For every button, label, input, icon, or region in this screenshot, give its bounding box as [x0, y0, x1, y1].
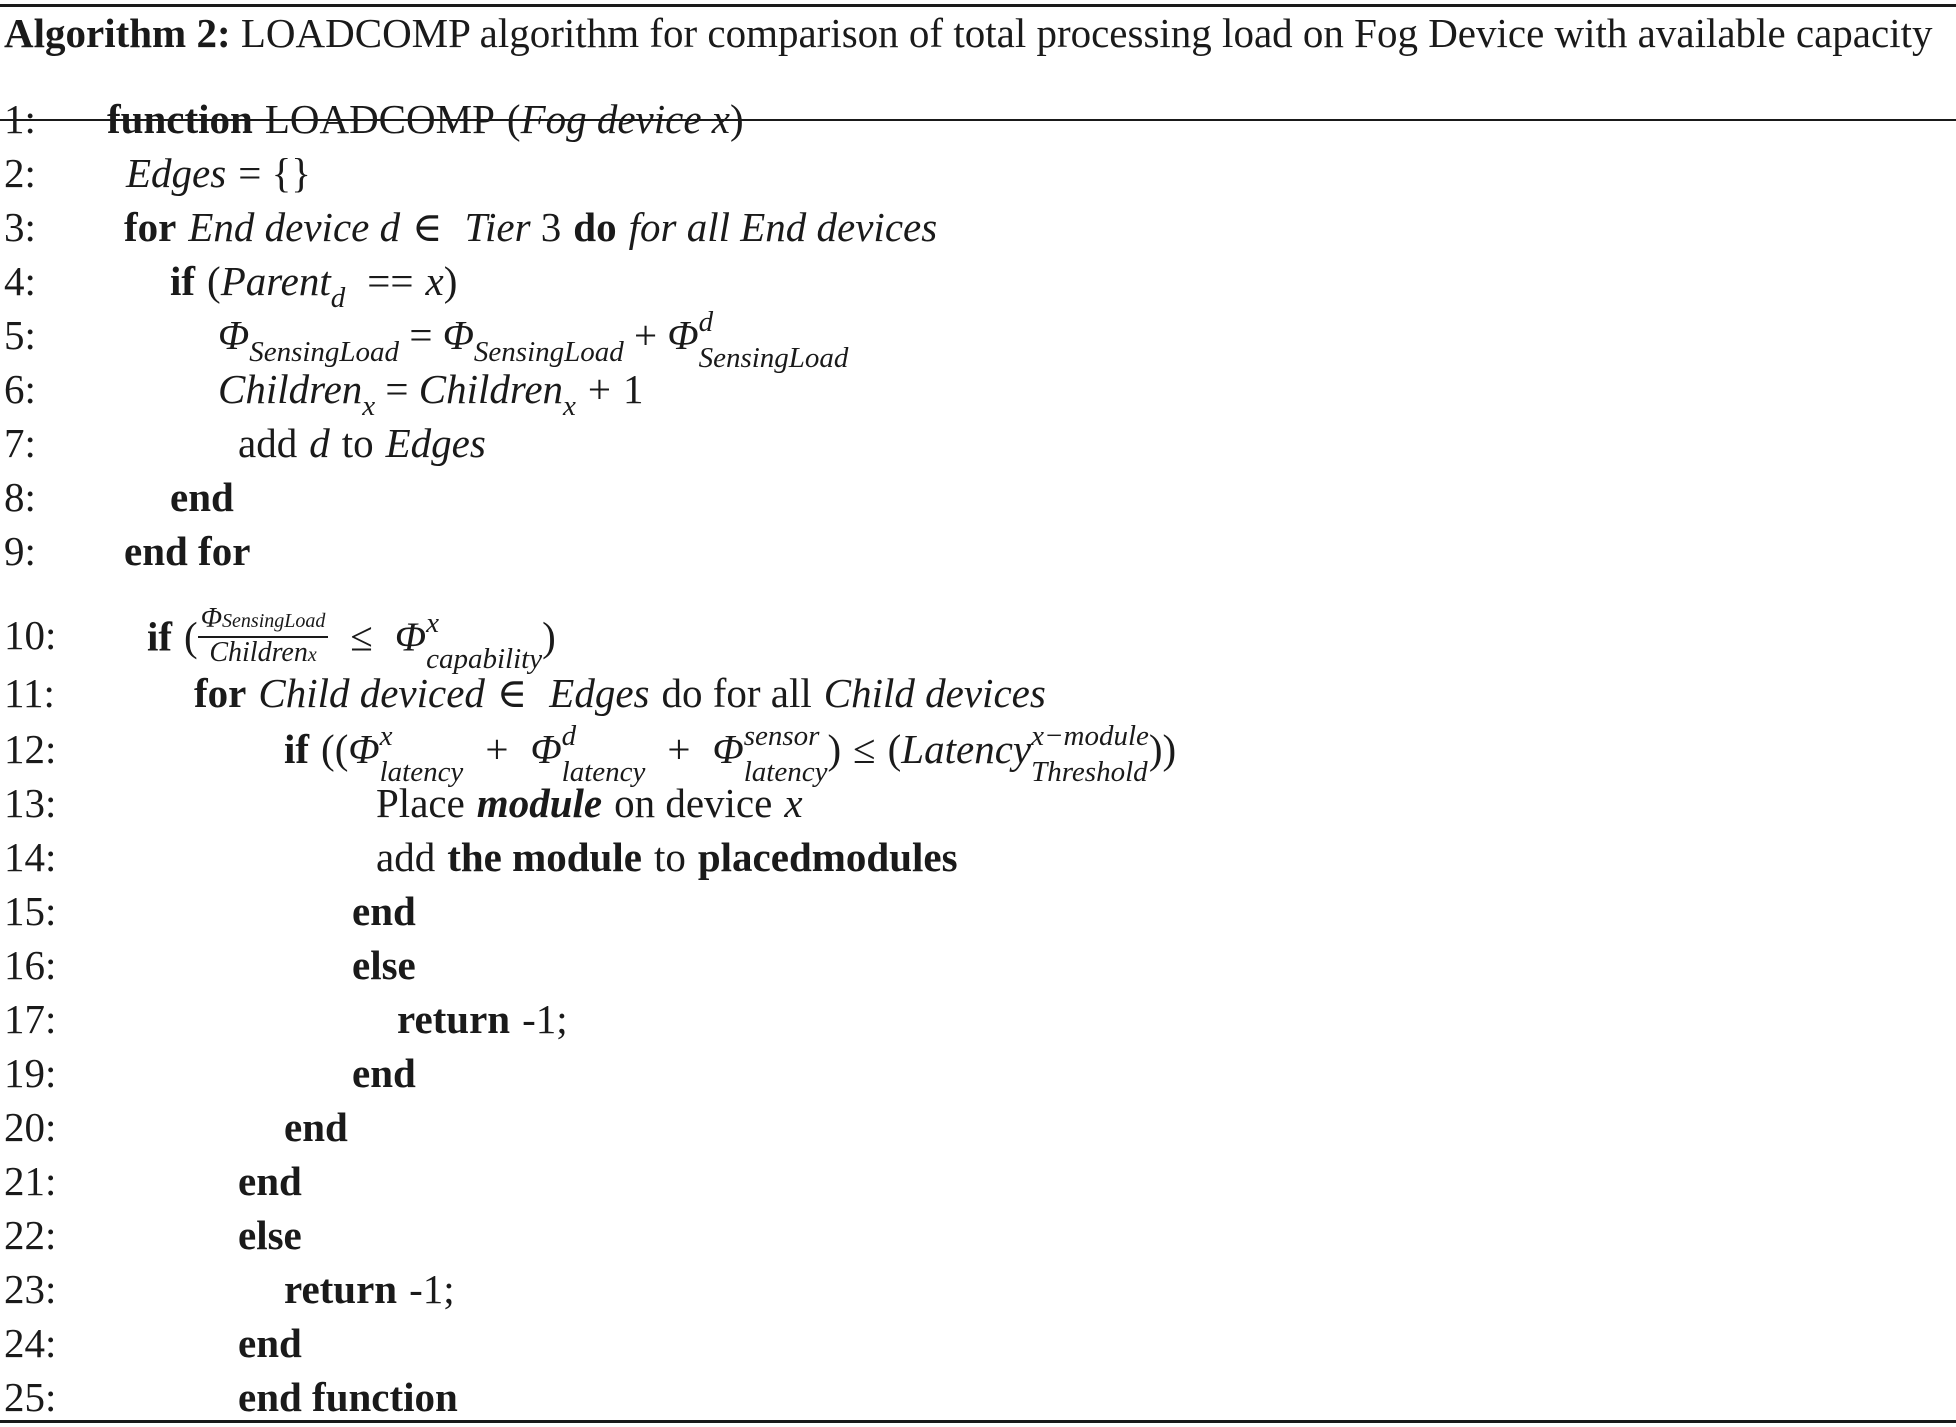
- line-number: 25:: [4, 1374, 57, 1420]
- line-content: end: [352, 1050, 416, 1096]
- code-line-1: [0, 92, 1956, 146]
- code-line-5: [0, 305, 1956, 374]
- line-content: end: [238, 1158, 302, 1204]
- code-line-25: [0, 1370, 1956, 1424]
- children-var: Children: [218, 366, 363, 412]
- line-number: 5:: [4, 312, 36, 358]
- line-content: else: [352, 942, 416, 988]
- keyword-function: function: [107, 96, 253, 142]
- loop-var: End device d: [188, 204, 401, 250]
- code-line-17: [0, 992, 1956, 1046]
- line-content: [126, 146, 311, 200]
- line-number: 8:: [4, 474, 36, 520]
- keyword-do: do: [573, 204, 617, 250]
- code-line-12: [0, 719, 1956, 788]
- code-line-16: [0, 938, 1956, 992]
- code-line-14: [0, 830, 1956, 884]
- parent-subscript: d: [330, 282, 346, 314]
- line-content: end: [284, 1104, 348, 1150]
- code-line-22: [0, 1208, 1956, 1262]
- function-arg: Fog device x: [520, 96, 730, 142]
- line-number: 14:: [4, 834, 57, 880]
- line-number: 17:: [4, 996, 57, 1042]
- line-number: 2:: [4, 150, 36, 196]
- line-number: 9:: [4, 528, 36, 574]
- var-edges: Edges: [126, 150, 227, 196]
- line-content: for Child deviced ∈ Edges do for all Child devices: [194, 670, 1046, 716]
- code-line-23: [0, 1262, 1956, 1316]
- code-line-11: [0, 666, 1956, 720]
- line-number: 16:: [4, 942, 57, 988]
- load-fraction: $\frac{\text{ΦSensingLoad}}{\text{Childrenx}}$: [198, 604, 329, 670]
- line-number: 21:: [4, 1158, 57, 1204]
- line-number: 4:: [4, 258, 36, 304]
- function-name: LOADCOMP: [264, 96, 495, 142]
- code-line-20: [0, 1100, 1956, 1154]
- line-content: end: [170, 474, 234, 520]
- line-content: return -1;: [284, 1266, 455, 1312]
- line-content: add d to Edges: [238, 420, 486, 466]
- line-number: 15:: [4, 888, 57, 934]
- line-number: 10:: [4, 612, 57, 658]
- line-content: else: [238, 1212, 302, 1258]
- line-content: end function: [238, 1374, 458, 1420]
- line-content: add the module to placedmodules: [376, 834, 958, 880]
- code-line-19: [0, 1046, 1956, 1100]
- phi-sup-sub: d SensingLoad: [698, 305, 849, 374]
- line-content: $\Phi_{SensingLoad} = \Phi_{SensingLoad} + \Phi$ d SensingLoad: [218, 305, 849, 374]
- sensing-load-sub: SensingLoad: [249, 336, 400, 368]
- keyword-if: if: [170, 258, 196, 304]
- caption-text: LOADCOMP algorithm for comparison of total processing load on Fog Device with available capacity: [240, 10, 1933, 56]
- line-content: [124, 200, 937, 254]
- line-content: return -1;: [397, 996, 568, 1042]
- line-number: 19:: [4, 1050, 57, 1096]
- line-number: 11:: [4, 670, 55, 716]
- line-number: 7:: [4, 420, 36, 466]
- line-number: 24:: [4, 1320, 57, 1366]
- x-var: x: [425, 258, 444, 304]
- line-content: Children$_x$ = Children$_x$ + 1: [218, 366, 644, 422]
- line-number: 3:: [4, 204, 36, 250]
- code-line-7: [0, 416, 1956, 470]
- line-number: 13:: [4, 780, 57, 826]
- code-line-3: [0, 200, 1956, 254]
- code-line-2: [0, 146, 1956, 200]
- assign-empty: = {}: [238, 150, 311, 196]
- line-content: end for: [124, 528, 251, 574]
- line-content: if (Parent$_d$ == x): [170, 258, 458, 314]
- tier-number: 3: [540, 204, 562, 250]
- line-number: 22:: [4, 1212, 57, 1258]
- algorithm-caption: [4, 6, 1952, 60]
- line-content: end: [352, 888, 416, 934]
- line-content: function LOADCOMP (Fog device x): [107, 96, 744, 142]
- phi-symbol: Φ: [218, 312, 250, 358]
- keyword-for: for: [124, 204, 177, 250]
- line-content: if ((Φ x latency + Φ d latency + Φ sensor latency ) ≤ (Latency x−module Threshold )): [284, 719, 1177, 788]
- code-line-13: [0, 776, 1956, 830]
- line-content: if ( $\frac{\text{ΦSensingLoad}}{\text{Childrenx}}$ ≤ Φ x capability ): [147, 603, 556, 675]
- loop-comment: for all End devices: [628, 204, 938, 250]
- line-number: 12:: [4, 726, 57, 772]
- code-line-15: [0, 884, 1956, 938]
- tier-label: Tier: [464, 204, 531, 250]
- element-of: ∈: [412, 204, 443, 250]
- code-line-24: [0, 1316, 1956, 1370]
- code-line-10: [0, 603, 1956, 675]
- line-number: 20:: [4, 1104, 57, 1150]
- bottom-rule: [0, 1420, 1956, 1423]
- equals-op: ==: [367, 258, 414, 304]
- code-line-6: [0, 362, 1956, 422]
- caption-label: Algorithm 2:: [4, 10, 231, 56]
- parent-var: Parent: [220, 258, 331, 304]
- code-line-8: [0, 470, 1956, 524]
- line-number: 23:: [4, 1266, 57, 1312]
- line-number: 6:: [4, 366, 36, 412]
- code-line-4: [0, 254, 1956, 314]
- line-number: 1:: [4, 96, 36, 142]
- line-content: end: [238, 1320, 302, 1366]
- code-line-9: [0, 524, 1956, 578]
- code-line-21: [0, 1154, 1956, 1208]
- line-content: Place module on device x: [376, 780, 803, 826]
